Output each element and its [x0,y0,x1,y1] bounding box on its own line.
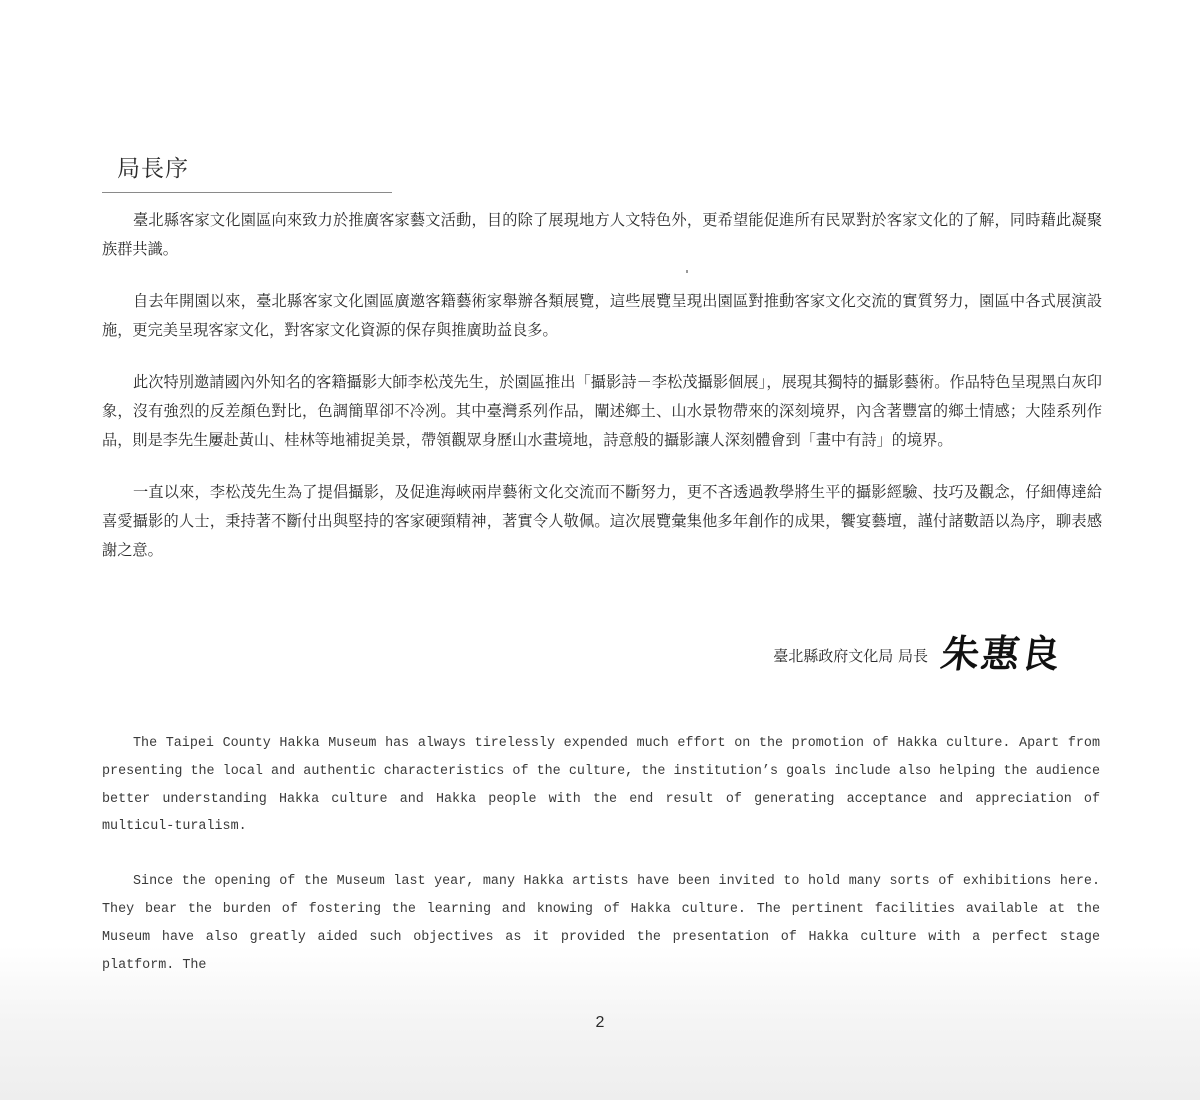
en-paragraph-1: The Taipei County Hakka Museum has always tirelessly expended much effort on the promotion of Hakka culture. Apart from presenting the local and authentic characteristics of the culture, the institution’s goals include also helping the audience better understanding Hakka culture and Hakka people with the end result of generating acceptance and appreciation of multicul-turalism. [102,736,1100,835]
page-title: 局長序 [117,156,189,182]
zh-paragraph-2: 自去年開園以來，臺北縣客家文化園區廣邀客籍藝術家舉辦各類展覽，這些展覽呈現出園區對推動客家文化交流的實質努力，園區中各式展演設施，更完美呈現客家文化，對客家文化資源的保存與推廣助益良多。 [102,292,1102,339]
english-text-body [102,730,1100,1006]
zh-paragraph-4: 一直以來，李松茂先生為了提倡攝影，及促進海峽兩岸藝術文化交流而不斷努力，更不吝透過教學將生平的攝影經驗、技巧及觀念，仔細傳達給喜愛攝影的人士，秉持著不斷付出與堅持的客家硬頸精神，著實令人敬佩。這次展覽彙集他多年創作的成果，饗宴藝壇，謹付諸數語以為序，聊表感謝之意。 [102,483,1102,559]
page-number: 2 [595,1014,605,1031]
zh-paragraph-3: 此次特別邀請國內外知名的客籍攝影大師李松茂先生，於園區推出「攝影詩－李松茂攝影個展」，展現其獨特的攝影藝術。作品特色呈現黑白灰印象，沒有強烈的反差顏色對比，色調簡單卻不冷冽。其中臺灣系列作品，闡述鄉土、山水景物帶來的深刻境界，內含著豐富的鄉土情感；大陸系列作品，則是李先生屢赴黃山、桂林等地補捉美景，帶領觀眾身歷山水畫境地，詩意般的攝影讓人深刻體會到「畫中有詩」的境界。 [102,373,1102,449]
zh-paragraph-1: 臺北縣客家文化園區向來致力於推廣客家藝文活動，目的除了展現地方人文特色外，更希望能促進所有民眾對於客家文化的了解，同時藉此凝聚族群共識。 [102,211,1102,258]
signatory-title: 臺北縣政府文化局 局長 [773,646,928,665]
en-paragraph-2: Since the opening of the Museum last year, many Hakka artists have been invited to hold many sorts of exhibitions here. They bear the burden of fostering the learning and knowing of Hakka culture. The pertinent facilities available at the Museum have also greatly aided such objectives as it provided the presentation of Hakka culture with a perfect stage platform. The [102,874,1100,973]
title-underline [102,192,392,193]
handwritten-signature: 朱惠良 [938,630,1065,676]
chinese-text-body [102,206,1102,588]
signature-block [773,620,1065,680]
